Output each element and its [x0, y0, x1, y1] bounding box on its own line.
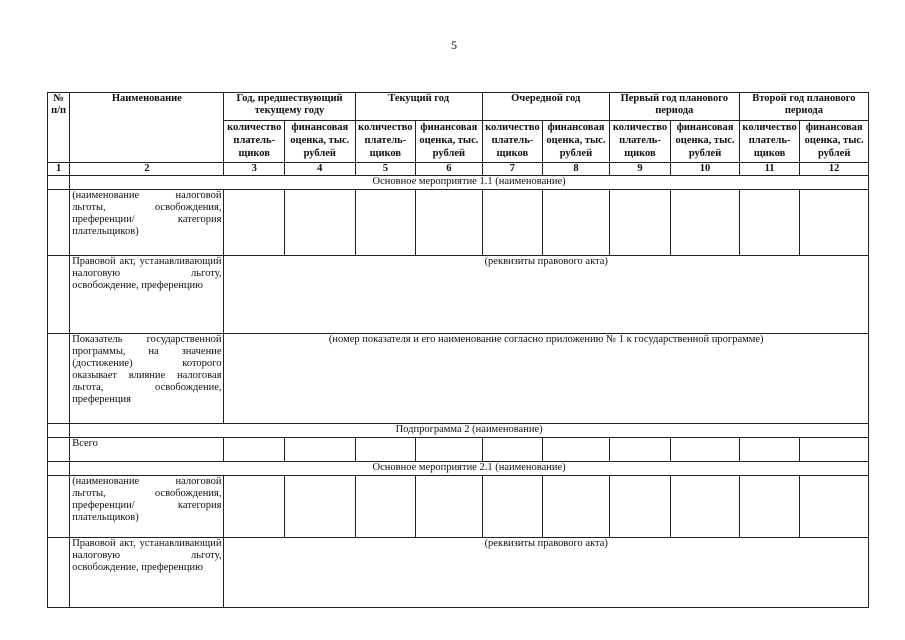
subheader-qty: количество платель-щиков [609, 121, 671, 163]
indicator-row [48, 334, 869, 424]
subprogram-row [48, 424, 869, 438]
col-number: 9 [609, 163, 671, 176]
col-number: 1 [48, 163, 70, 176]
total-row [48, 438, 869, 462]
indicator-label: Показатель государственной программы, на значение (достижение) которого оказывает влияние налоговая льгота, освобождение, преференция [70, 334, 224, 424]
benefit-row [48, 190, 869, 256]
benefit-name: (наименование налоговой льготы, освобождения, преференции/ категория плательщиков) [70, 476, 224, 538]
tax-benefits-table [47, 92, 869, 608]
header-name: Наименование [70, 93, 224, 163]
subheader-fin: финансовая оценка, тыс. рублей [416, 121, 483, 163]
col-number: 4 [284, 163, 355, 176]
header-period-current: Текущий год [355, 93, 482, 121]
page-number: 5 [451, 38, 457, 52]
total-label: Всего [70, 438, 224, 462]
col-number: 3 [224, 163, 285, 176]
legal-act-requisites: (реквизиты правового акта) [224, 256, 869, 334]
subheader-fin: финансовая оценка, тыс. рублей [800, 121, 869, 163]
subheader-qty: количество платель-щиков [224, 121, 285, 163]
column-numbers-row [48, 163, 869, 176]
legal-act-label: Правовой акт, устанавливающий налоговую льготу, освобождение, преференцию [70, 256, 224, 334]
header-period-plan2: Второй год планового периода [739, 93, 868, 121]
col-number: 12 [800, 163, 869, 176]
legal-act-requisites: (реквизиты правового акта) [224, 538, 869, 608]
col-number: 5 [355, 163, 416, 176]
header-row [48, 93, 869, 121]
benefit-row [48, 476, 869, 538]
col-number: 2 [70, 163, 224, 176]
col-number: 10 [671, 163, 740, 176]
benefit-name: (наименование налоговой льготы, освобождения, преференции/ категория плательщиков) [70, 190, 224, 256]
legal-act-row [48, 538, 869, 608]
legal-act-row [48, 256, 869, 334]
subheader-qty: количество платель-щиков [739, 121, 800, 163]
header-period-prev: Год, предшествующий текущему году [224, 93, 355, 121]
header-period-plan1: Первый год планового периода [609, 93, 739, 121]
section-title: Основное мероприятие 2.1 (наименование) [70, 462, 869, 476]
legal-act-label: Правовой акт, устанавливающий налоговую льготу, освобождение, преференцию [70, 538, 224, 608]
section-row [48, 176, 869, 190]
subheader-qty: количество платель-щиков [482, 121, 543, 163]
subheader-qty: количество платель-щиков [355, 121, 416, 163]
subheader-fin: финансовая оценка, тыс. рублей [543, 121, 610, 163]
col-number: 8 [543, 163, 610, 176]
indicator-note: (номер показателя и его наименование согласно приложению № 1 к государственной программе) [224, 334, 869, 424]
col-number: 6 [416, 163, 483, 176]
col-number: 11 [739, 163, 800, 176]
col-number: 7 [482, 163, 543, 176]
subprogram-title: Подпрограмма 2 (наименование) [70, 424, 869, 438]
section-title: Основное мероприятие 1.1 (наименование) [70, 176, 869, 190]
section-row [48, 462, 869, 476]
subheader-fin: финансовая оценка, тыс. рублей [284, 121, 355, 163]
subheader-fin: финансовая оценка, тыс. рублей [671, 121, 740, 163]
header-num: № п/п [48, 93, 70, 163]
header-period-next: Очередной год [482, 93, 609, 121]
